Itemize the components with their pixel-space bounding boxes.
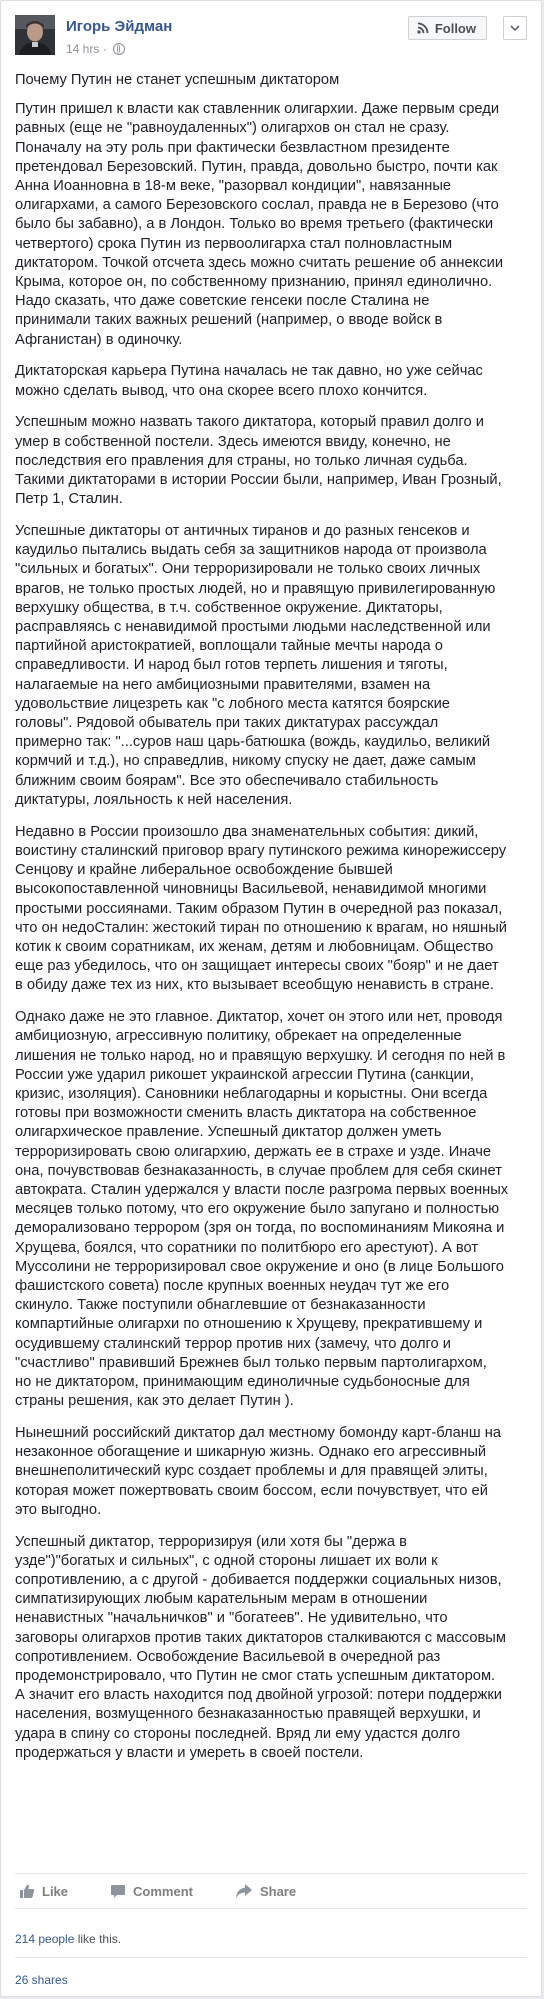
post-paragraph: Успешный диктатор, терроризируя (или хотя бы "держа в узде")"богатых и сильных", с одной стороны лишает их воли к сопротивлению, а с другой - добивается поддержки социальных низов, симпатизирующих любым карательным мерам в отношении ненавистных "начальничков" и "богатеев". Не удивительно, что заговоры олигархов против таких диктаторов сталкиваются с массовым сопротивлением. Освобождение Васильевой в очередной раз продемонстрировало, что Путин не смог стать успешным диктатором. А значит его власть находится под двойной угрозой: потери поддержки населения, возмущенного безнаказанностью правящей верхушки, и удара в спину со стороны последней. Вряд ли ему удастся долго продержаться у власти и умереть в своей постели.: [15, 1533, 506, 1761]
thumbs-up-icon: [19, 1883, 35, 1899]
post-paragraph: Диктаторская карьера Путина началась не так давно, но уже сейчас можно сделать вывод, что она скорее всего плохо кончится.: [15, 363, 483, 399]
follow-button[interactable]: [408, 16, 487, 40]
chevron-down-icon: [510, 25, 520, 31]
post-body: [15, 71, 525, 1776]
likes-summary: [15, 1932, 121, 1946]
author-name[interactable]: Игорь Эйдман: [66, 18, 173, 35]
share-label: Share: [259, 1883, 297, 1899]
comment-bubble-icon: [110, 1883, 126, 1899]
post-paragraph: Успешным можно назвать такого диктатора, который правил долго и умер в собственной постели. Здесь имеются ввиду, конечно, не последствия его правления для страны, но только личная судьба. Такими диктаторами в истории России были, например, Иван Грозный, Петр 1, Сталин.: [15, 414, 502, 508]
likes-suffix: like this.: [74, 1932, 122, 1946]
like-label: Like: [42, 1883, 69, 1899]
post-menu-button[interactable]: [503, 16, 527, 40]
post-paragraph: Успешные диктаторы от античных тиранов и до разных генсеков и каудильо пытались выдать себя за защитников народа от произвола "сильных и богатых". Они терроризировали не только своих личных врагов, не только простых людей, но и правящую привилегированную верхушку общества, в т.ч. собственное окружение. Диктаторы, расправляясь с ненавидимой простыми людьми наследственной или партийной аристократией, воплощали тайные мечты народа о справедливости. И народ был готов терпеть лишения и тяготы, налагаемые на него амбициозными правителями, взамен на удовольствие лицезреть как "с лобного места катятся боярские головы". Рядовой обыватель при таких диктатурах рассуждал примерно так: "...суров наш царь-батюшка (вождь, каудильо, великий кормчий и т.д.), но справедлив, никому спуску не дает, даже самым ближним своим боярам". Все это обеспечивало стабильность диктатуры, лояльность к ней населения.: [15, 523, 496, 808]
globe-icon: [113, 43, 125, 55]
post-timestamp[interactable]: [66, 42, 125, 56]
like-button[interactable]: [19, 1883, 68, 1899]
post-time[interactable]: 14 hrs ·: [66, 42, 111, 56]
post-paragraph: Нынешний российский диктатор дал местному бомонду карт-бланш на незаконное обогащение и шикарную жизнь. Однако его агрессивный внешнеполитический курс создает проблемы и для правящей элиты, которая может пожертвовать своим боссом, если почувствует, что ей это выгодно.: [15, 1424, 502, 1518]
avatar-image: [15, 15, 55, 55]
post-paragraph: Недавно в России произошло два знаменательных события: дикий, воистину сталинский приговор врагу путинского режима кинорежиссеру Сенцову и крайне либеральное освобождение бывшей высокопоставленной чиновницы Васильевой, ненавидимой многими простыми россиянами. Таким образом Путин в очередной раз показал, что он недоСталин: жестокий тиран по отношению к врагам, но няшный котик к своим соратникам, их женам, детям и любовницам. Общество еще раз убедилось, что он защищает интересы своих "бояр" и не дает в обиду даже тех из них, кто вызывает всеобщую ненависть в стране.: [15, 823, 507, 994]
shares-link[interactable]: 26 shares: [15, 1973, 68, 1987]
post-header: [15, 15, 527, 63]
follow-label: Follow: [434, 20, 476, 36]
avatar[interactable]: [15, 15, 55, 55]
post-title: Почему Путин не станет успешным диктатором: [15, 72, 340, 88]
share-arrow-icon: [235, 1883, 253, 1899]
post-paragraph: Путин пришел к власти как ставленник олигархии. Даже первым среди равных (еще не "равноудаленных") олигархов он стал не сразу. Поначалу на эту роль при фактически безвластном президенте претендовал Березовский. Путин, правда, довольно быстро, почти как Анна Иоанновна в 18-м веке, "разорвал кондиции", навязанные олигархами, а самого Березовского сослал, правда не в Березово (что было бы забавно), а в Лондон. Только во время третьего (фактически четвертого) срока Путин из первоолигарха стал полновластным диктатором. Точкой отсчета здесь можно считать решение об аннексии Крыма, которое он, по собственному признанию, принял единолично. Надо сказать, что даже советские генсеки после Сталина не принимали таких важных решений (например, о вводе войск в Афганистан) в одиночку.: [15, 101, 504, 348]
post-paragraph: Однако даже не это главное. Диктатор, хочет он этого или нет, проводя амбициозную, агрессивную политику, обрекает на определенные лишения не только народ, но и правящую верхушку. И сегодня по ней в России уже ударил рикошет украинской агрессии Путина (санкции, кризис, изоляция). Сановники неблагодарны и корыстны. Они всегда готовы при возможности сменить власть диктатора на собственное олигархическое правление. Успешный диктатор должен уметь терроризировать свою олигархию, держать ее в страхе и узде. Иначе она, почувствовав безнаказанность, в случае проблем для себя скинет автократа. Сталин удержался у власти после разгрома первых военных месяцев только потому, что его окружение было запугано и полностью деморализовано террором (зря он тогда, по воспоминаниям Микояна и Хрущева, боялся, что соратники по политбюро его арестуют). А вот Муссолини не терроризировал свое окружение и оно (в лице Большого фашистского совета) после крупных военных неудач тут же его скинуло. Также поступили обнаглевшие от безнаказанности компартийные олигархи по отношению к Хрущеву, прекратившему и осудившему сталинский террор против них (замечу, что долго и "счастливо" правивший Брежнев был только первым партолигархом, но не диктатором, принимающим единоличные судьбоносные для страны решения, как это делает Путин ).: [15, 1009, 509, 1410]
post-actions: [15, 1873, 527, 1909]
comment-button[interactable]: [110, 1883, 193, 1899]
likes-count-link[interactable]: 214 people: [15, 1932, 75, 1946]
divider: [15, 1957, 527, 1958]
share-button[interactable]: [235, 1883, 296, 1899]
comment-label: Comment: [133, 1883, 193, 1899]
rss-icon: [417, 22, 429, 34]
